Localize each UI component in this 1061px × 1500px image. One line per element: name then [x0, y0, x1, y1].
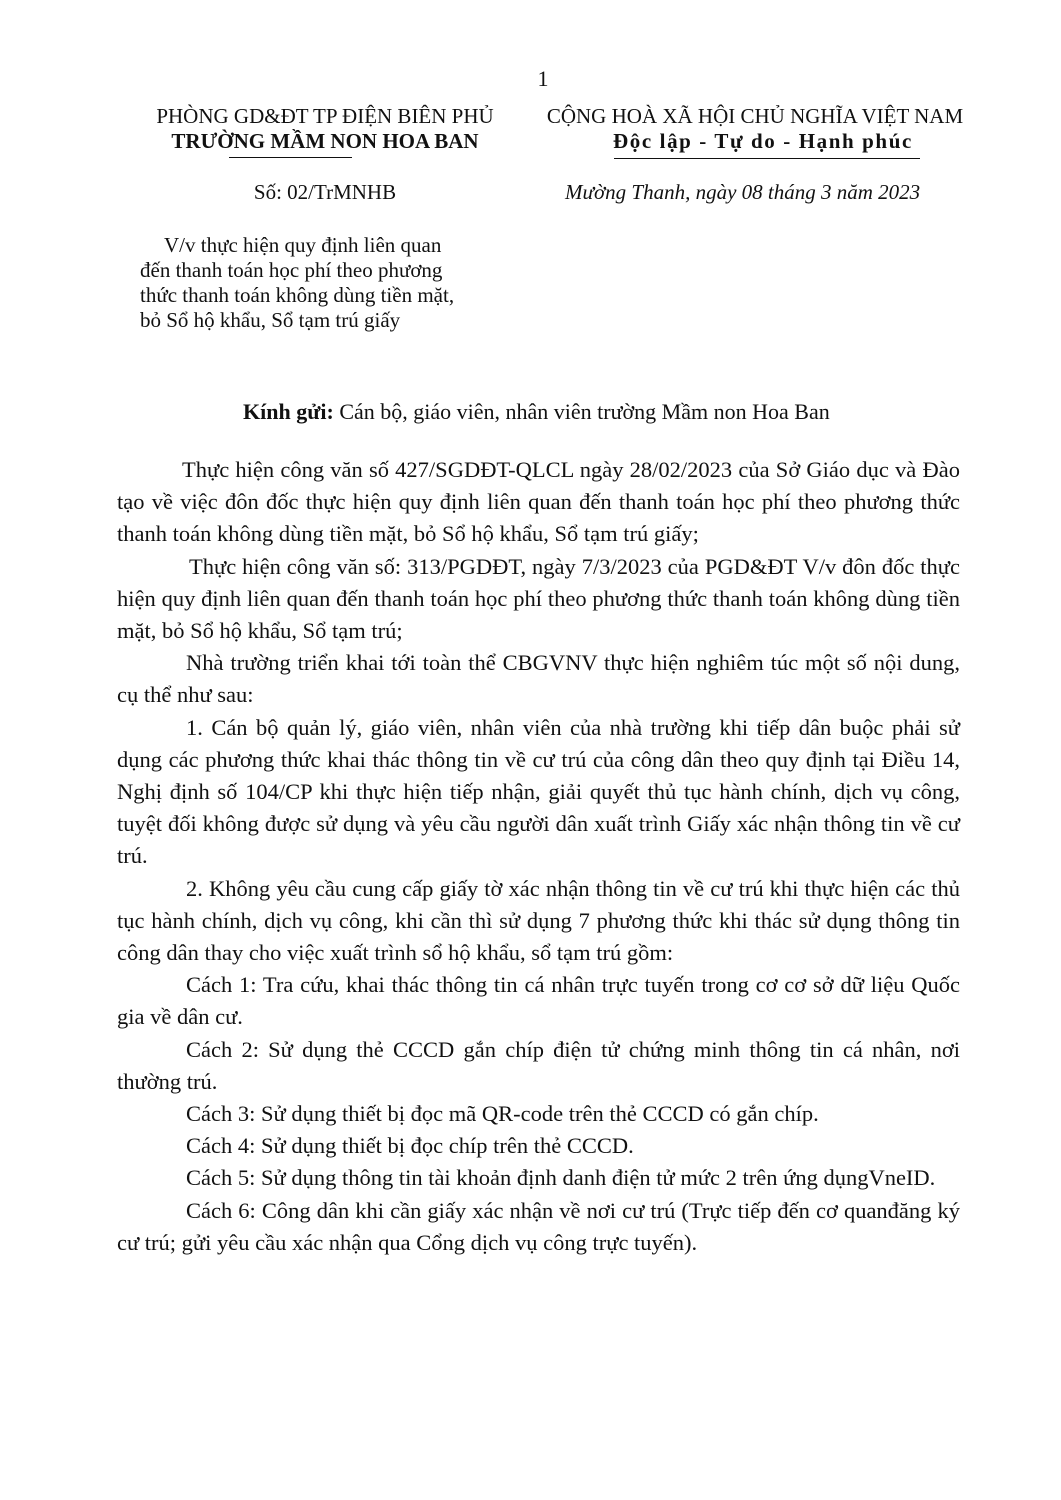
method-item: Cách 3: Sử dụng thiết bị đọc mã QR-code trên thẻ CCCD có gắn chíp. [186, 1101, 819, 1127]
body-paragraph: Thực hiện công văn số 427/SGDĐT-QLCL ngày 28/02/2023 của Sở Giáo dục và Đào tạo về việc đôn đốc thực hiện quy định liên quan đến thanh toán học phí theo phương thức thanh toán không dùng tiền mặt, bỏ Sổ hộ khẩu, Sổ tạm trú giấy; [117, 457, 960, 547]
subject-line: bỏ Sổ hộ khẩu, Sổ tạm trú giấy [140, 308, 401, 332]
issuing-agency: PHÒNG GD&ĐT TP ĐIỆN BIÊN PHỦ [156, 104, 494, 128]
school-name: TRƯỜNG MẦM NON HOA BAN [171, 129, 479, 153]
body-paragraph: 1. Cán bộ quản lý, giáo viên, nhân viên của nhà trường khi tiếp dân buộc phải sử dụng các phương thức khai thác thông tin về cư trú của công dân theo quy định tại Điều 14, Nghị định số 104/CP khi thực hiện tiếp nhận, giải quyết thủ tục hành chính, dịch vụ công, tuyệt đối không được sử dụng và yêu cầu người dân xuất trình Giấy xác nhận thông tin về cư trú. [117, 714, 960, 869]
method-item: Cách 1: Tra cứu, khai thác thông tin cá nhân trực tuyến trong cơ cơ sở dữ liệu Quốc gia về dân cư. [117, 972, 960, 1030]
document-body [117, 454, 960, 1259]
method-item: Cách 2: Sử dụng thẻ CCCD gắn chíp điện tử chứng minh thông tin cá nhân, nơi thường trú. [117, 1036, 960, 1094]
document-subject [140, 233, 454, 333]
document-number: Số: 02/TrMNHB [253, 180, 397, 204]
method-item: Cách 6: Công dân khi cần giấy xác nhận về nơi cư trú (Trực tiếp đến cơ quanđăng ký cư trú; gửi yêu cầu xác nhận qua Cổng dịch vụ công trực tuyến). [117, 1197, 960, 1255]
method-item: Cách 5: Sử dụng thông tin tài khoản định danh điện tử mức 2 trên ứng dụngVneID. [186, 1165, 936, 1191]
place-and-date: Mường Thanh, ngày 08 tháng 3 năm 2023 [565, 180, 921, 204]
method-item: Cách 4: Sử dụng thiết bị đọc chíp trên thẻ CCCD. [186, 1133, 634, 1159]
school-underline [229, 157, 352, 158]
subject-line: đến thanh toán học phí theo phương [140, 258, 443, 282]
motto-underline [614, 158, 920, 159]
subject-line: thức thanh toán không dùng tiền mặt, [140, 283, 455, 307]
subject-line: V/v thực hiện quy định liên quan [164, 233, 442, 257]
greeting-label: Kính gửi: [243, 399, 334, 424]
body-paragraph: Thực hiện công văn số: 313/PGDĐT, ngày 7/3/2023 của PGD&ĐT V/v đôn đốc thực hiện quy định liên quan đến thanh toán học phí theo phương thức thanh toán không dùng tiền mặt, bỏ Sổ hộ khẩu, Sổ tạm trú; [117, 553, 960, 644]
page-number: 1 [537, 66, 549, 91]
national-motto: Độc lập - Tự do - Hạnh phúc [613, 129, 913, 153]
nation-title: CỘNG HOÀ XÃ HỘI CHỦ NGHĨA VIỆT NAM [546, 104, 964, 128]
greeting [243, 399, 830, 425]
body-paragraph: 2. Không yêu cầu cung cấp giấy tờ xác nhận thông tin về cư trú khi thực hiện các thủ tục hành chính, dịch vụ công, khi cần thì sử dụng 7 phương thức khi thác sử dụng thông tin công dân thay cho việc xuất trình sổ hộ khẩu, sổ tạm trú gồm: [117, 875, 960, 966]
body-paragraph: Nhà trường triển khai tới toàn thể CBGVNV thực hiện nghiêm túc một số nội dung, cụ thể như sau: [117, 650, 960, 708]
greeting-recipients: Cán bộ, giáo viên, nhân viên trường Mầm non Hoa Ban [333, 399, 830, 424]
